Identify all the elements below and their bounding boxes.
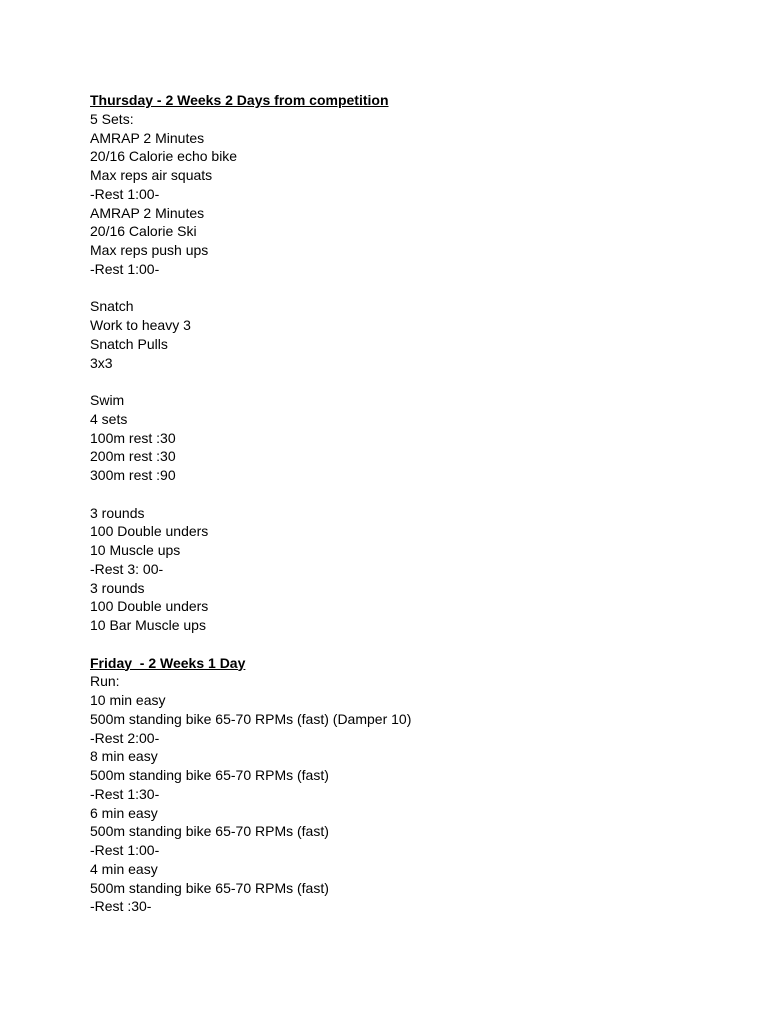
blank-line	[90, 372, 730, 391]
thursday-line: 100m rest :30	[90, 429, 176, 446]
thursday-line: 100 Double unders	[90, 598, 209, 615]
friday-heading: Friday - 2 Weeks 1 Day	[90, 654, 246, 671]
blank-line	[90, 635, 730, 654]
friday-line: -Rest 2:00-	[90, 729, 160, 746]
thursday-line: -Rest 3: 00-	[90, 560, 164, 577]
friday-line: 8 min easy	[90, 748, 158, 765]
thursday-heading: Thursday - 2 Weeks 2 Days from competition	[90, 92, 389, 108]
thursday-line: Max reps air squats	[90, 167, 213, 183]
thursday-line: 4 sets	[90, 410, 128, 427]
thursday-line: Snatch	[90, 298, 134, 315]
thursday-line: 10 Muscle ups	[90, 542, 181, 558]
thursday-line: AMRAP 2 Minutes	[90, 204, 205, 221]
friday-line: 4 min easy	[90, 860, 158, 877]
thursday-line: 3x3	[90, 354, 113, 371]
thursday-line: -Rest 1:00-	[90, 185, 160, 202]
friday-line: 500m standing bike 65-70 RPMs (fast)	[90, 879, 329, 896]
thursday-line: 100 Double unders	[90, 523, 209, 540]
friday-line: 6 min easy	[90, 804, 158, 821]
thursday-line: AMRAP 2 Minutes	[90, 129, 205, 146]
friday-line: 500m standing bike 65-70 RPMs (fast)	[90, 823, 329, 840]
thursday-line: Work to heavy 3	[90, 317, 191, 333]
friday-line: 10 min easy	[90, 692, 166, 708]
friday-line: Run:	[90, 673, 120, 690]
thursday-line: -Rest 1:00-	[90, 260, 160, 277]
thursday-line: 20/16 Calorie echo bike	[90, 148, 238, 165]
thursday-line: 5 Sets:	[90, 110, 134, 127]
friday-line: -Rest 1:00-	[90, 842, 160, 858]
thursday-line: Snatch Pulls	[90, 335, 168, 352]
friday-line: -Rest :30-	[90, 898, 152, 915]
thursday-line: 20/16 Calorie Ski	[90, 223, 197, 240]
thursday-line: 3 rounds	[90, 579, 145, 596]
thursday-line: Swim	[90, 392, 125, 408]
thursday-line: 3 rounds	[90, 504, 145, 521]
friday-line: 500m standing bike 65-70 RPMs (fast) (Damper 10)	[90, 710, 412, 727]
blank-line	[90, 485, 730, 504]
document-page	[90, 91, 730, 916]
thursday-line: 10 Bar Muscle ups	[90, 617, 206, 633]
friday-line: -Rest 1:30-	[90, 785, 160, 802]
thursday-line: 200m rest :30	[90, 448, 176, 465]
friday-line: 500m standing bike 65-70 RPMs (fast)	[90, 767, 329, 783]
thursday-line: Max reps push ups	[90, 242, 209, 258]
thursday-line: 300m rest :90	[90, 467, 176, 483]
blank-line	[90, 279, 730, 298]
